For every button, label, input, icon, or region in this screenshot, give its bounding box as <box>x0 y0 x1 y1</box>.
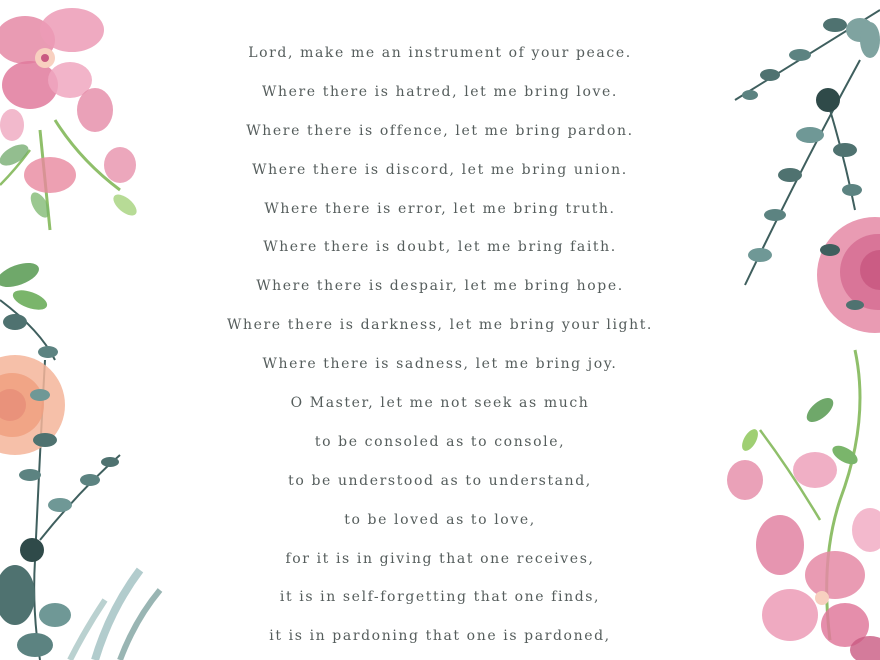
prayer-line: Where there is hatred, let me bring love. <box>262 83 618 100</box>
prayer-line: Where there is error, let me bring truth. <box>264 200 616 217</box>
prayer-line: to be understood as to understand, <box>288 472 592 489</box>
prayer-line: Where there is darkness, let me bring your light. <box>227 317 653 334</box>
prayer-line: Where there is discord, let me bring union. <box>252 161 628 178</box>
prayer-line: Where there is despair, let me bring hope. <box>256 278 624 295</box>
prayer-line: Where there is sadness, let me bring joy. <box>262 356 618 373</box>
prayer-line: O Master, let me not seek as much <box>290 395 590 412</box>
prayer-line: Where there is offence, let me bring pardon. <box>246 122 634 139</box>
prayer-line: it is in self-forgetting that one finds, <box>279 589 601 606</box>
prayer-line: to be loved as to love, <box>344 511 536 528</box>
prayer-line: for it is in giving that one receives, <box>285 550 595 567</box>
prayer-text <box>0 34 880 656</box>
prayer-line: Lord, make me an instrument of your peace. <box>248 45 632 61</box>
prayer-line: Where there is doubt, let me bring faith. <box>263 239 617 256</box>
prayer-line: it is in pardoning that one is pardoned, <box>269 628 611 645</box>
prayer-line: to be consoled as to console, <box>314 433 566 450</box>
